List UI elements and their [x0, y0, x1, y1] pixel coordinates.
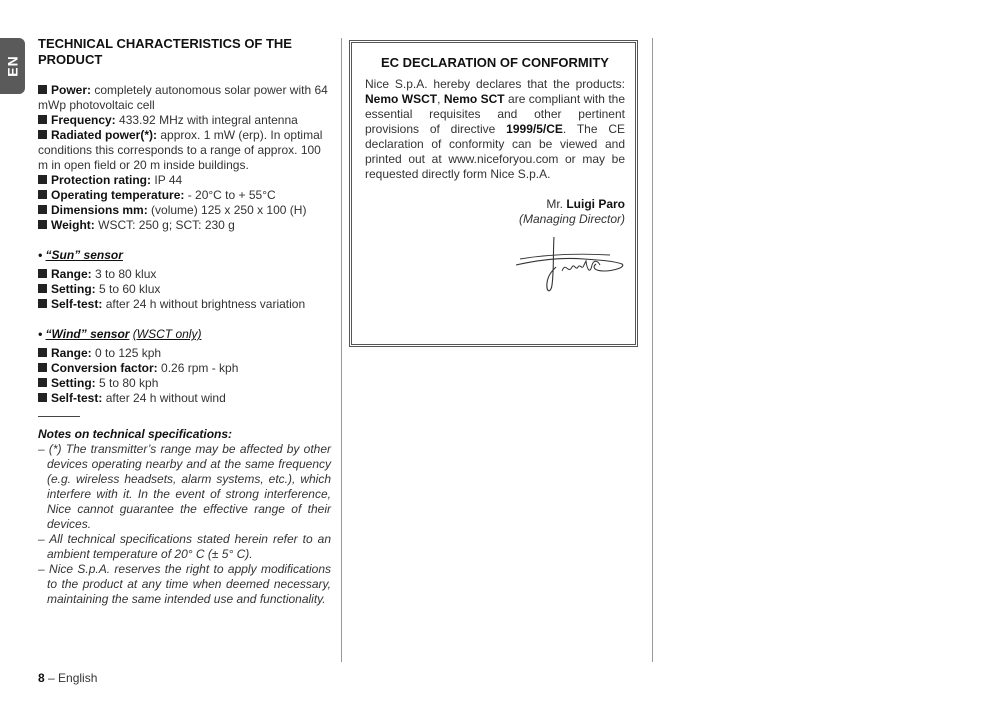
notes-title: Notes on technical specifications: [38, 427, 233, 441]
spec-frequency [38, 113, 331, 128]
sun-spec-setting [38, 282, 331, 297]
spec-label: Operating temperature: [51, 188, 185, 202]
spec-value: IP 44 [154, 173, 183, 187]
ec-text: . The CE declaration of conformity can be viewed and printed out at www.niceforyou.com or may be requested directly form Nice S.p.A. [365, 122, 625, 181]
spec-radiated-power [38, 128, 331, 173]
wind-sensor-note: (WSCT only) [132, 327, 202, 341]
ec-text: are compliant with the essential requisites and other pertinent provisions of directive [365, 92, 626, 136]
wind-sensor-title: “Wind” sensor [45, 327, 130, 341]
ec-text: Nice S.p.A. hereby declares that the products: [365, 77, 625, 91]
square-bullet-icon [38, 205, 47, 214]
note-item: – Nice S.p.A. reserves the right to apply modifications to the product at any time when deemed necessary, maintaining the same intended use and functionality. [38, 562, 331, 606]
square-bullet-icon [38, 363, 47, 372]
ec-declaration-body [365, 77, 625, 182]
spec-label: Dimensions mm: [51, 203, 148, 217]
spec-label: Range: [51, 267, 92, 281]
heading-bullet: • [38, 248, 43, 262]
note-item: – All technical specifications stated herein refer to an ambient temperature of 20° C (± 5° C). [38, 532, 331, 561]
ec-declaration-box [349, 40, 638, 347]
signatory-title: Mr. [546, 197, 567, 211]
language-tab-label: EN [4, 55, 21, 77]
technical-characteristics-column [38, 36, 331, 607]
spec-label: Self-test: [51, 297, 103, 311]
square-bullet-icon [38, 175, 47, 184]
spec-label: Setting: [51, 376, 96, 390]
sun-spec-range [38, 267, 331, 282]
square-bullet-icon [38, 269, 47, 278]
language-tab [0, 38, 25, 94]
spec-value: WSCT: 250 g; SCT: 230 g [98, 218, 235, 232]
spec-label: Weight: [51, 218, 95, 232]
square-bullet-icon [38, 348, 47, 357]
spec-value: 0 to 125 kph [95, 346, 162, 360]
spec-operating-temperature [38, 188, 331, 203]
footer-language: – English [44, 671, 98, 685]
spec-power [38, 83, 331, 113]
product-name: Nemo WSCT [365, 92, 438, 106]
spec-value: after 24 h without wind [105, 391, 226, 405]
spec-dimensions [38, 203, 331, 218]
ec-declaration-content [365, 55, 625, 227]
wind-spec-range [38, 346, 331, 361]
sun-sensor-heading [38, 248, 331, 263]
square-bullet-icon [38, 115, 47, 124]
page-footer [38, 671, 97, 685]
sun-spec-self-test [38, 297, 331, 312]
square-bullet-icon [38, 130, 47, 139]
spec-weight [38, 218, 331, 233]
square-bullet-icon [38, 190, 47, 199]
spec-label: Radiated power(*): [51, 128, 158, 142]
spec-value: 0.26 rpm - kph [161, 361, 239, 375]
spec-label: Conversion factor: [51, 361, 158, 375]
spec-value: (volume) 125 x 250 x 100 (H) [151, 203, 307, 217]
wind-spec-self-test [38, 391, 331, 406]
square-bullet-icon [38, 299, 47, 308]
spec-label: Setting: [51, 282, 96, 296]
spec-label: Frequency: [51, 113, 116, 127]
ec-text: , [437, 92, 444, 106]
spec-value: 3 to 80 klux [95, 267, 157, 281]
product-name: Nemo SCT [443, 92, 505, 106]
spec-value: 5 to 60 klux [99, 282, 161, 296]
signatory-name [365, 197, 625, 212]
sun-sensor-title: “Sun” sensor [45, 248, 123, 262]
spec-value: after 24 h without brightness variation [105, 297, 306, 311]
spec-value: - 20°C to + 55°C [187, 188, 276, 202]
technical-title: TECHNICAL CHARACTERISTICS OF THE PRODUCT [38, 36, 292, 67]
page-number: 8 [38, 671, 45, 685]
ec-declaration-title: EC DECLARATION OF CONFORMITY [381, 55, 609, 70]
spec-value: completely autonomous solar power with 64 mWp photovoltaic cell [38, 83, 328, 112]
square-bullet-icon [38, 284, 47, 293]
spec-label: Protection rating: [51, 173, 152, 187]
heading-bullet: • [38, 327, 43, 341]
signatory-role: (Managing Director) [518, 212, 625, 226]
spec-label: Power: [51, 83, 92, 97]
spec-value: 433.92 MHz with integral antenna [119, 113, 298, 127]
spec-protection-rating [38, 173, 331, 188]
directive-number: 1999/5/CE [506, 122, 563, 136]
wind-spec-setting [38, 376, 331, 391]
wind-spec-conversion-factor [38, 361, 331, 376]
spec-value: approx. 1 mW (erp). In optimal conditions this corresponds to a range of approx. 100 m in open field or 20 m inside buildings. [38, 128, 323, 172]
column-divider-left [341, 38, 342, 662]
spec-label: Self-test: [51, 391, 103, 405]
wind-sensor-heading [38, 327, 331, 342]
signatory-fullname: Luigi Paro [566, 197, 625, 211]
signature-image [514, 231, 629, 295]
spec-label: Range: [51, 346, 92, 360]
column-divider-right [652, 38, 653, 662]
square-bullet-icon [38, 393, 47, 402]
square-bullet-icon [38, 85, 47, 94]
note-item: – (*) The transmitter’s range may be affected by other devices operating nearby and at the same frequency (e.g. wireless headsets, alarm systems, etc.), which interfere with it. In the event of strong interference, Nice cannot guarantee the effective range of their devices. [38, 442, 331, 531]
spec-value: 5 to 80 kph [99, 376, 159, 390]
square-bullet-icon [38, 378, 47, 387]
square-bullet-icon [38, 220, 47, 229]
